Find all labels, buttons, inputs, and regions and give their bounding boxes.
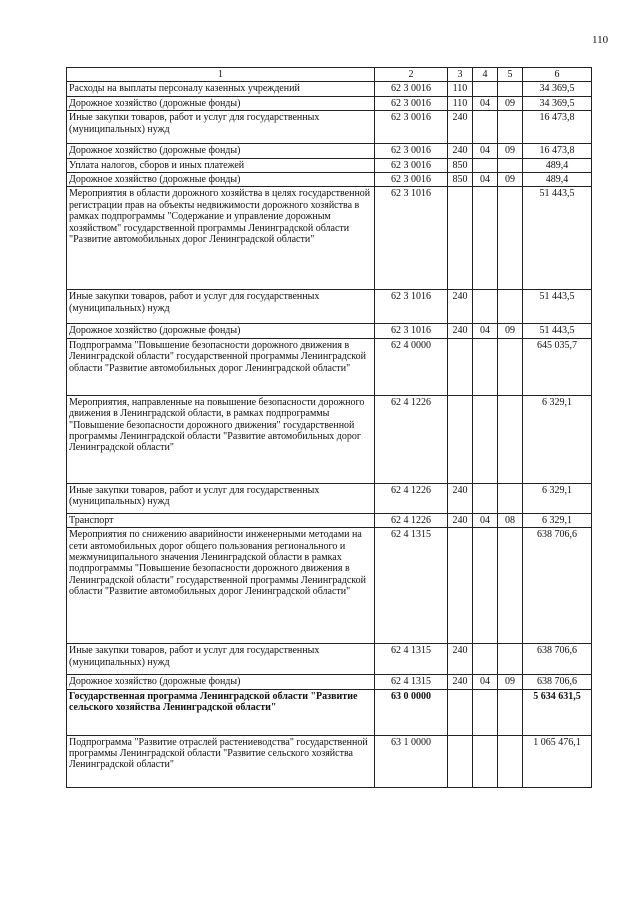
row-subsection (498, 483, 523, 513)
table-row (67, 513, 592, 527)
row-amount: 6 329,1 (523, 395, 592, 483)
row-expense-type (448, 735, 473, 787)
table-row (67, 144, 592, 158)
row-code: 62 3 0016 (375, 111, 448, 144)
row-subsection: 08 (498, 513, 523, 527)
row-expense-type: 240 (448, 644, 473, 675)
row-section (473, 644, 498, 675)
row-amount: 6 329,1 (523, 483, 592, 513)
row-name: Дорожное хозяйство (дорожные фонды) (67, 144, 375, 158)
table-row (67, 735, 592, 787)
row-amount: 16 473,8 (523, 111, 592, 144)
row-expense-type: 110 (448, 96, 473, 110)
row-name: Иные закупки товаров, работ и услуг для государственных (муниципальных) нужд (67, 290, 375, 324)
table-row (67, 528, 592, 644)
table-row (67, 644, 592, 675)
row-amount: 5 634 631,5 (523, 689, 592, 735)
row-name: Мероприятия в области дорожного хозяйства в целях государственной регистрации прав на объекты недвижимости дорожного хозяйства в рамках подпрограммы "Содержание и управление дорожным хозяйством" государственной программы Ленинградской области "Развитие автомобильных дорог Ленинградской области" (67, 187, 375, 290)
header-row (67, 68, 592, 82)
row-expense-type: 110 (448, 82, 473, 96)
table-row (67, 395, 592, 483)
row-name: Дорожное хозяйство (дорожные фонды) (67, 324, 375, 338)
row-subsection (498, 528, 523, 644)
row-section (473, 689, 498, 735)
row-code: 62 3 0016 (375, 82, 448, 96)
row-name: Подпрограмма "Повышение безопасности дорожного движения в Ленинградской области" государственной программы Ленинградской области "Развитие автомобильных дорог Ленинградской области" (67, 338, 375, 395)
row-expense-type: 240 (448, 675, 473, 689)
header-col-6: 6 (523, 68, 592, 82)
row-expense-type (448, 187, 473, 290)
row-expense-type (448, 689, 473, 735)
row-amount: 489,4 (523, 173, 592, 187)
row-section (473, 483, 498, 513)
row-code: 62 4 0000 (375, 338, 448, 395)
row-expense-type: 240 (448, 290, 473, 324)
table-row (67, 158, 592, 172)
row-expense-type: 240 (448, 111, 473, 144)
row-subsection (498, 338, 523, 395)
row-code: 62 3 1016 (375, 290, 448, 324)
budget-table (66, 67, 592, 788)
row-section (473, 82, 498, 96)
row-expense-type: 240 (448, 513, 473, 527)
row-subsection: 09 (498, 675, 523, 689)
row-code: 63 1 0000 (375, 735, 448, 787)
row-code: 63 0 0000 (375, 689, 448, 735)
budget-table-body (67, 68, 592, 788)
row-section (473, 338, 498, 395)
row-subsection (498, 689, 523, 735)
row-subsection (498, 290, 523, 324)
row-code: 62 3 0016 (375, 173, 448, 187)
row-section (473, 290, 498, 324)
row-section: 04 (473, 324, 498, 338)
row-section (473, 395, 498, 483)
row-subsection (498, 111, 523, 144)
row-amount: 638 706,6 (523, 644, 592, 675)
row-name: Дорожное хозяйство (дорожные фонды) (67, 96, 375, 110)
row-code: 62 3 0016 (375, 158, 448, 172)
row-amount: 489,4 (523, 158, 592, 172)
row-expense-type (448, 395, 473, 483)
row-subsection (498, 158, 523, 172)
row-section: 04 (473, 96, 498, 110)
row-name: Иные закупки товаров, работ и услуг для государственных (муниципальных) нужд (67, 483, 375, 513)
row-code: 62 4 1315 (375, 528, 448, 644)
row-section (473, 528, 498, 644)
row-section (473, 187, 498, 290)
row-expense-type: 240 (448, 483, 473, 513)
row-subsection (498, 644, 523, 675)
header-col-1: 1 (67, 68, 375, 82)
row-name: Иные закупки товаров, работ и услуг для государственных (муниципальных) нужд (67, 111, 375, 144)
row-subsection (498, 82, 523, 96)
row-name: Мероприятия по снижению аварийности инженерными методами на сети автомобильных дорог общего пользования регионального и межмуниципального значения Ленинградской области в рамках подпрограммы "Повышение безопасности дорожного движения в Ленинградской области" государственной программы Ленинградской области "Развитие автомобильных дорог Ленинградской области" (67, 528, 375, 644)
row-code: 62 4 1226 (375, 483, 448, 513)
table-row (67, 187, 592, 290)
row-section: 04 (473, 144, 498, 158)
row-code: 62 3 1016 (375, 187, 448, 290)
row-amount: 6 329,1 (523, 513, 592, 527)
row-code: 62 3 1016 (375, 324, 448, 338)
row-name: Дорожное хозяйство (дорожные фонды) (67, 173, 375, 187)
row-amount: 1 065 476,1 (523, 735, 592, 787)
table-row (67, 338, 592, 395)
row-name: Дорожное хозяйство (дорожные фонды) (67, 675, 375, 689)
row-expense-type: 850 (448, 158, 473, 172)
row-expense-type (448, 528, 473, 644)
row-subsection (498, 187, 523, 290)
row-amount: 645 035,7 (523, 338, 592, 395)
row-code: 62 4 1226 (375, 513, 448, 527)
table-row (67, 111, 592, 144)
row-section: 04 (473, 173, 498, 187)
page-number: 110 (592, 34, 609, 46)
row-amount: 34 369,5 (523, 96, 592, 110)
header-col-5: 5 (498, 68, 523, 82)
row-name: Мероприятия, направленные на повышение безопасности дорожного движения в Ленинградской области, в рамках подпрограммы "Повышение безопасности дорожного движения" государственной программы Ленинградской области "Развитие автомобильных дорог Ленинградской области" (67, 395, 375, 483)
row-section (473, 735, 498, 787)
row-amount: 638 706,6 (523, 675, 592, 689)
row-amount: 51 443,5 (523, 187, 592, 290)
table-row (67, 82, 592, 96)
row-amount: 16 473,8 (523, 144, 592, 158)
row-name: Иные закупки товаров, работ и услуг для государственных (муниципальных) нужд (67, 644, 375, 675)
row-code: 62 3 0016 (375, 96, 448, 110)
header-col-4: 4 (473, 68, 498, 82)
row-section: 04 (473, 675, 498, 689)
row-amount: 638 706,6 (523, 528, 592, 644)
row-name: Государственная программа Ленинградской области "Развитие сельского хозяйства Ленинградской области" (67, 689, 375, 735)
header-col-2: 2 (375, 68, 448, 82)
table-row (67, 483, 592, 513)
row-code: 62 4 1315 (375, 644, 448, 675)
row-amount: 51 443,5 (523, 324, 592, 338)
row-subsection: 09 (498, 144, 523, 158)
row-code: 62 4 1226 (375, 395, 448, 483)
row-section (473, 111, 498, 144)
table-row (67, 290, 592, 324)
table-row (67, 689, 592, 735)
table-row (67, 96, 592, 110)
row-expense-type: 850 (448, 173, 473, 187)
row-name: Расходы на выплаты персоналу казенных учреждений (67, 82, 375, 96)
row-section: 04 (473, 513, 498, 527)
row-amount: 51 443,5 (523, 290, 592, 324)
row-expense-type (448, 338, 473, 395)
row-subsection: 09 (498, 96, 523, 110)
table-row (67, 324, 592, 338)
row-code: 62 4 1315 (375, 675, 448, 689)
row-subsection: 09 (498, 173, 523, 187)
row-expense-type: 240 (448, 144, 473, 158)
row-name: Подпрограмма "Развитие отраслей растениеводства" государственной программы Ленинградской области "Развитие сельского хозяйства Ленинградской области" (67, 735, 375, 787)
row-subsection (498, 395, 523, 483)
row-name: Транспорт (67, 513, 375, 527)
row-subsection: 09 (498, 324, 523, 338)
header-col-3: 3 (448, 68, 473, 82)
table-row (67, 675, 592, 689)
row-subsection (498, 735, 523, 787)
row-expense-type: 240 (448, 324, 473, 338)
row-code: 62 3 0016 (375, 144, 448, 158)
row-section (473, 158, 498, 172)
row-name: Уплата налогов, сборов и иных платежей (67, 158, 375, 172)
table-row (67, 173, 592, 187)
row-amount: 34 369,5 (523, 82, 592, 96)
